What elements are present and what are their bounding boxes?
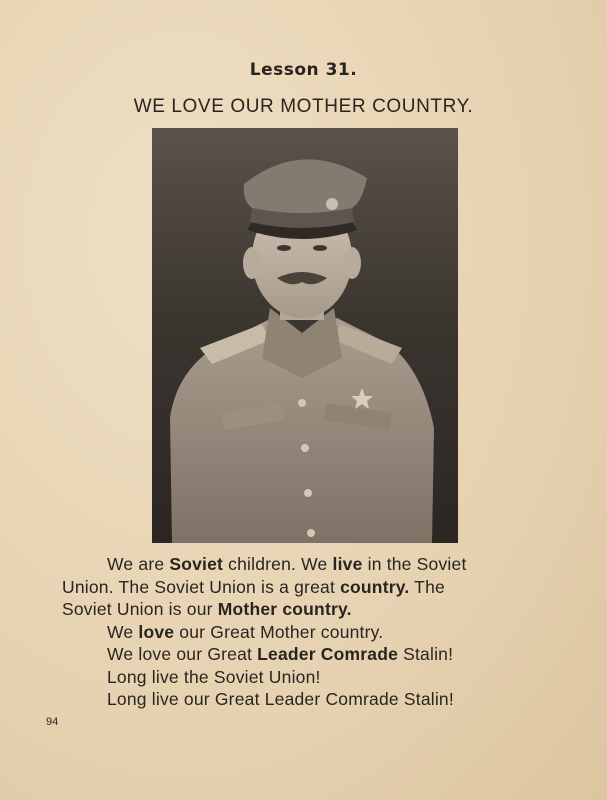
- text-line-1: We are Soviet children. We live in the Soviet: [107, 554, 467, 574]
- page-number: 94: [46, 716, 59, 728]
- lesson-heading: Lesson 31.: [249, 60, 358, 80]
- text-line-5: We love our Great Leader Comrade Stalin!: [107, 644, 454, 664]
- page-title: WE LOVE OUR MOTHER COUNTRY.: [133, 96, 474, 117]
- portrait-photo: [152, 128, 458, 543]
- portrait-photo-icon: [152, 128, 458, 543]
- text-line-3: Soviet Union is our Mother country.: [62, 599, 352, 619]
- text-line-6: Long live the Soviet Union!: [107, 666, 321, 687]
- text-line-2: Union. The Soviet Union is a great country. The: [62, 576, 445, 597]
- text-line-4: We love our Great Mother country.: [107, 621, 384, 642]
- text-line-7: Long live our Great Leader Comrade Stalin!: [107, 689, 454, 709]
- lesson-text: [62, 553, 552, 711]
